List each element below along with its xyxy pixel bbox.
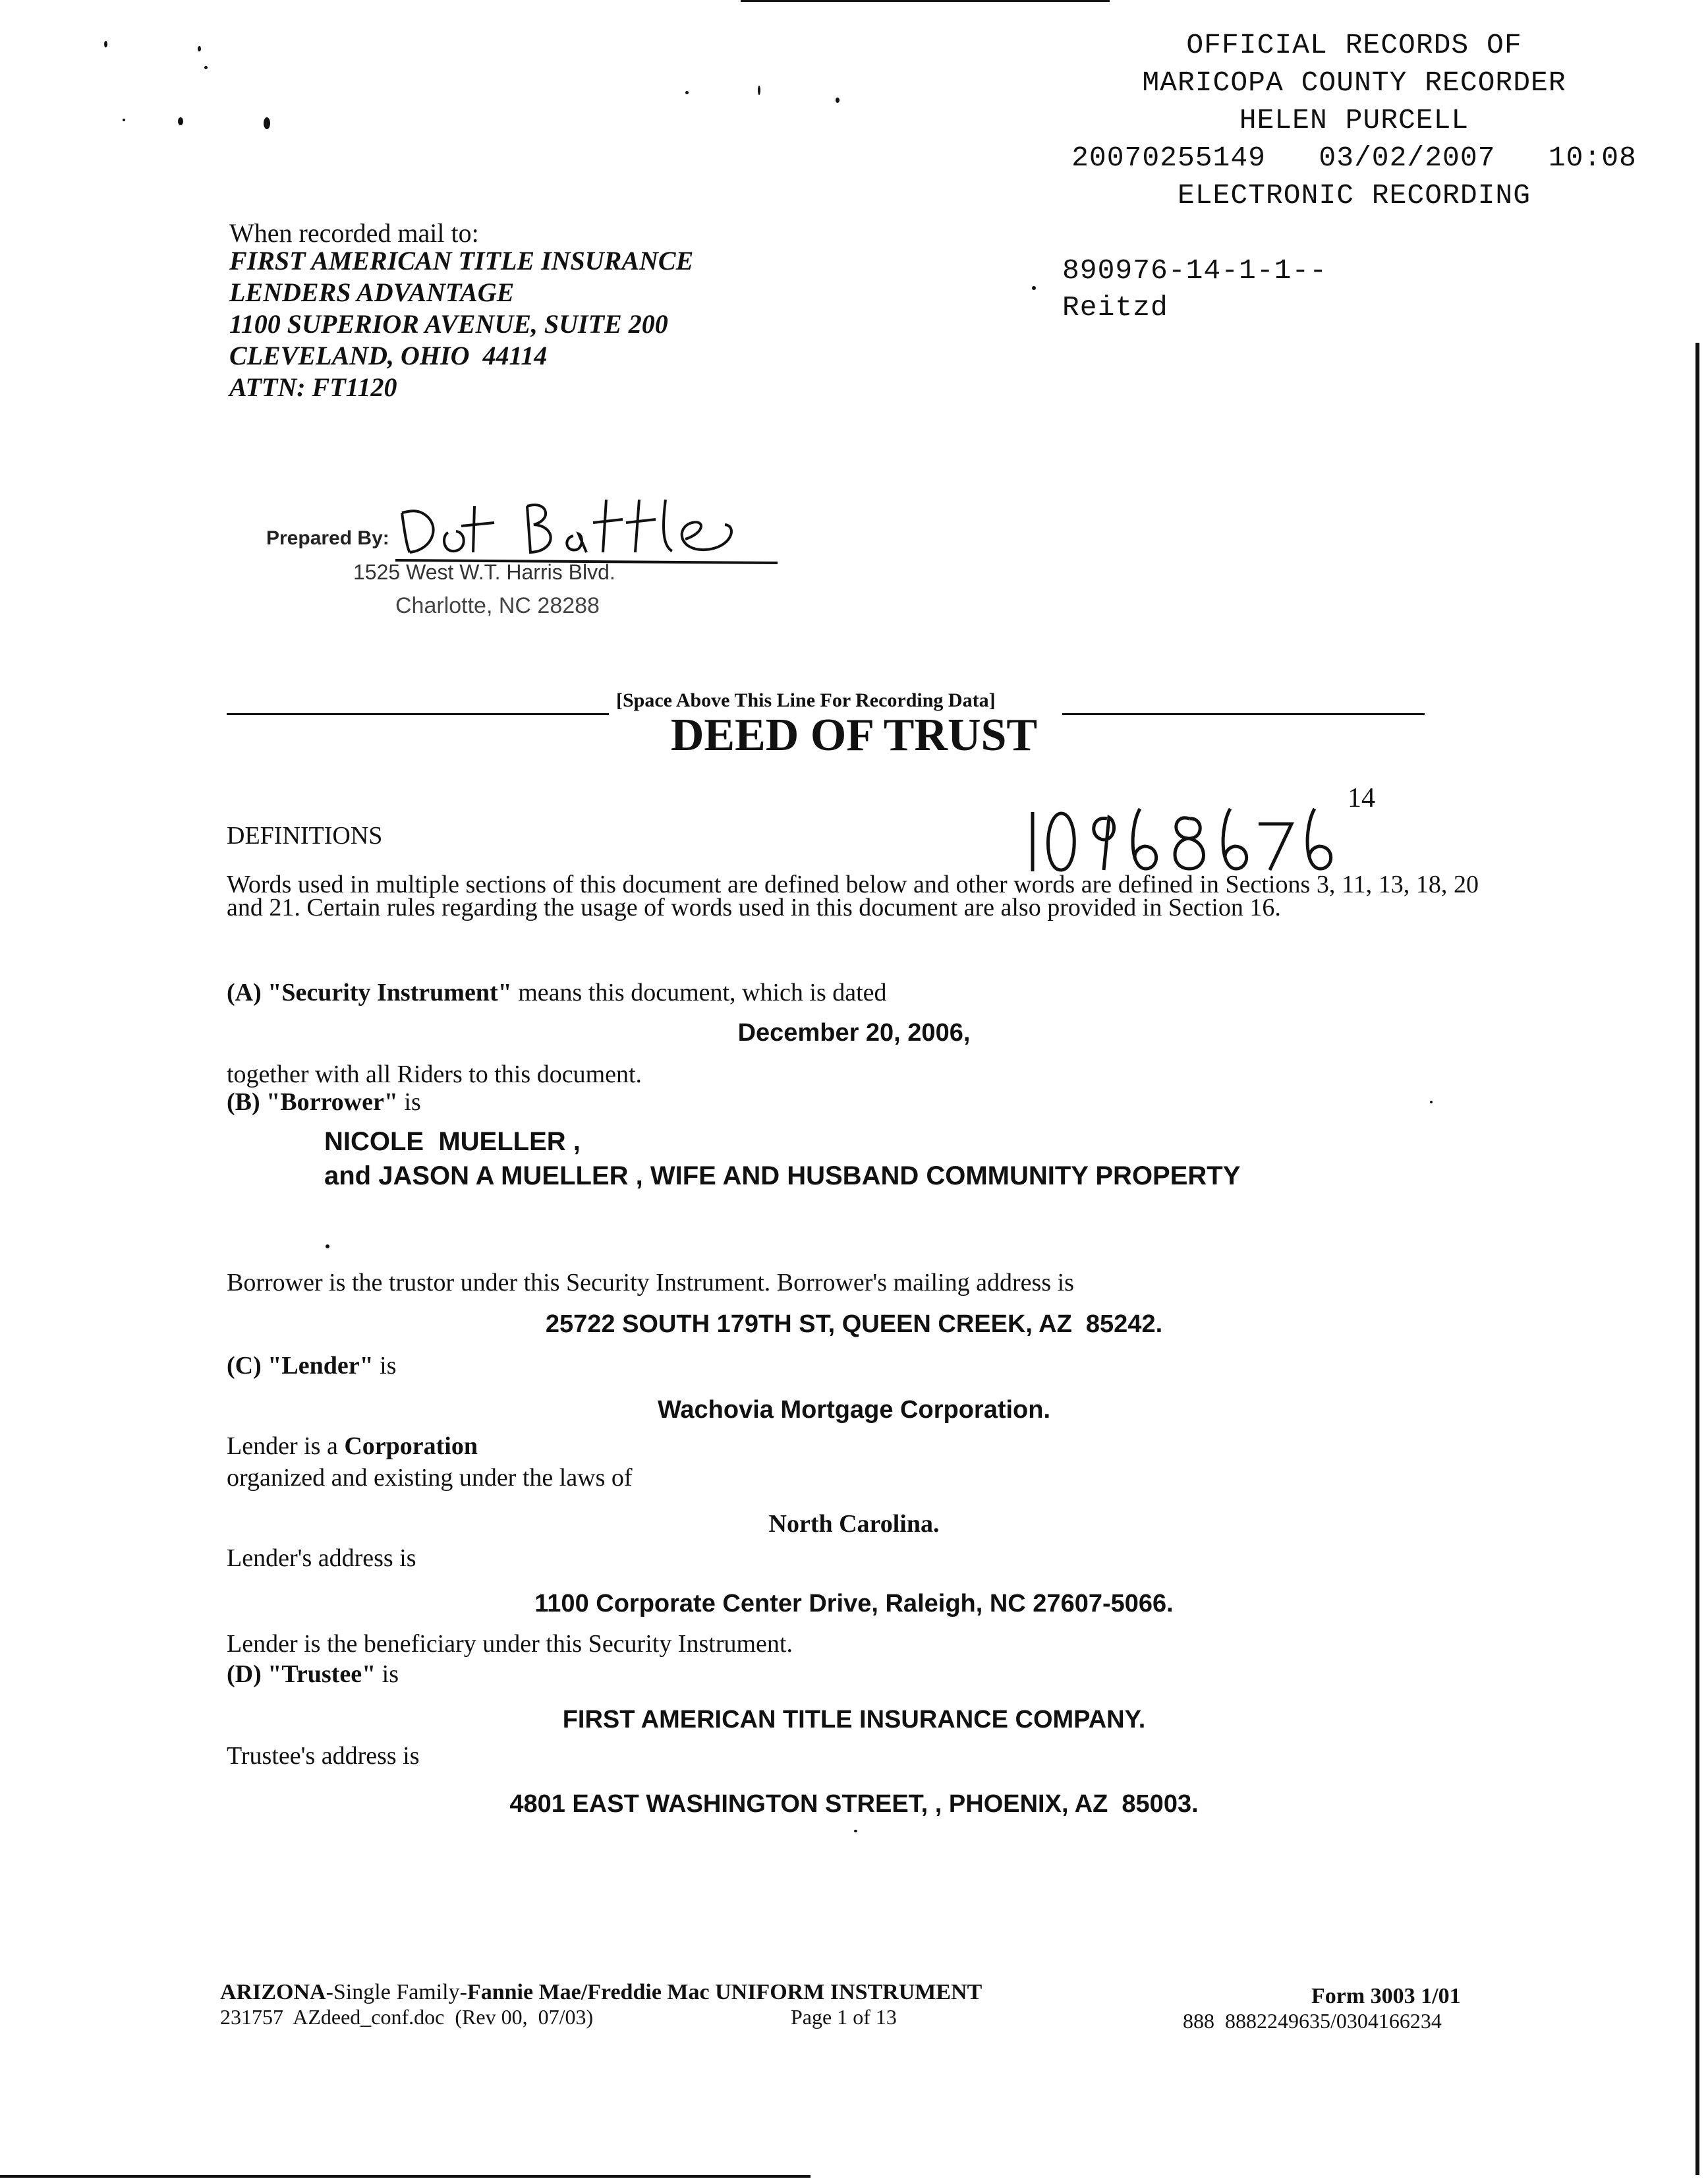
lender-address: 1100 Corporate Center Drive, Raleigh, NC 27607-5066. (534, 1590, 1174, 1617)
definition-d-term: "Trustee" (268, 1660, 376, 1688)
mailto-line: LENDERS ADVANTAGE (229, 277, 515, 307)
mailto-line: FIRST AMERICAN TITLE INSURANCE (229, 246, 694, 276)
lender-is-a-text: Lender is a (227, 1432, 345, 1460)
scan-speck (178, 117, 183, 125)
preparer-address-line2: Charlotte, NC 28288 (395, 593, 600, 618)
definition-c (227, 1351, 397, 1380)
definition-b-term: "Borrower" (266, 1088, 398, 1116)
recorder-line: ELECTRONIC RECORDING (1177, 179, 1531, 212)
definition-b-text: is (397, 1088, 421, 1116)
definition-b-letter: (B) (227, 1088, 260, 1116)
preparer-signature (395, 486, 778, 569)
handwritten-number-image (1025, 786, 1367, 878)
borrower-name-line1: NICOLE MUELLER , (324, 1127, 581, 1156)
recording-clerk: Reitzd (1062, 291, 1168, 324)
definition-a-term: "Security Instrument" (268, 979, 512, 1006)
scan-speck (854, 1830, 857, 1832)
definition-a-letter: (A) (227, 979, 262, 1006)
document-title: DEED OF TRUST (670, 710, 1038, 761)
recording-number-date-time: 20070255149 03/02/2007 10:08 (1071, 142, 1637, 174)
definition-d-letter: (D) (227, 1660, 262, 1688)
trustee-address-label: Trustee's address is (227, 1742, 420, 1770)
definition-c-text: is (373, 1352, 397, 1380)
definition-b (227, 1088, 421, 1117)
scan-speck (104, 41, 107, 47)
scan-speck (264, 117, 270, 129)
handwritten-superscript: 14 (1348, 783, 1375, 813)
recorder-stamp (1028, 26, 1680, 214)
scan-edge-bottom (0, 2175, 811, 2178)
mailto-address (229, 245, 693, 403)
recorder-line: OFFICIAL RECORDS OF (1186, 29, 1522, 61)
lender-address-label: Lender's address is (227, 1544, 416, 1572)
lender-beneficiary-text: Lender is the beneficiary under this Security Instrument. (227, 1630, 793, 1658)
lender-organized-text: organized and existing under the laws of (227, 1464, 633, 1492)
borrower-address: 25722 SOUTH 179TH ST, QUEEN CREEK, AZ 85242. (545, 1310, 1163, 1338)
form-number: Form 3003 1/01 (1311, 1984, 1461, 2008)
riders-text: together with all Riders to this document. (227, 1061, 642, 1088)
definitions-intro: Words used in multiple sections of this document are defined below and other words are defined in Sections 3, 11, 13, 18, 20 and 21. Certain rules regarding the usage of words used in this document are also provided in Section 16. (227, 871, 1479, 921)
definition-d (227, 1660, 399, 1689)
definition-a (227, 978, 887, 1007)
lender-type: Corporation (344, 1432, 478, 1460)
scan-speck (1695, 343, 1699, 2175)
scan-speck (685, 91, 689, 94)
lender-type-row (227, 1432, 478, 1461)
recording-note: [Space Above This Line For Recording Data] (616, 689, 996, 711)
definitions-heading: DEFINITIONS (227, 822, 383, 850)
scan-speck (758, 86, 760, 95)
footer-line1-mid: -Single Family- (326, 1980, 467, 2004)
preparer-address-line1: 1525 West W.T. Harris Blvd. (353, 560, 615, 584)
scan-speck (326, 1244, 329, 1248)
footer-instrument-line (220, 1980, 982, 2005)
signature-image (395, 486, 778, 566)
mailto-line: 1100 SUPERIOR AVENUE, SUITE 200 (229, 309, 668, 339)
scan-speck (836, 98, 840, 103)
lender-state: North Carolina. (768, 1510, 940, 1538)
footer-file-line: 231757 AZdeed_conf.doc (Rev 00, 07/03) (220, 2005, 594, 2029)
handwritten-loan-number (1025, 783, 1375, 881)
borrower-name-line2: and JASON A MUELLER , WIFE AND HUSBAND COMMUNITY PROPERTY (324, 1161, 1241, 1190)
scan-speck (123, 119, 125, 121)
security-instrument-date: December 20, 2006, (737, 1019, 971, 1047)
scan-speck (204, 66, 208, 69)
prepared-by-label: Prepared By: (266, 527, 389, 549)
file-number: 890976-14-1-1-- (1062, 254, 1328, 287)
mailto-line: ATTN: FT1120 (229, 372, 397, 402)
scan-edge-top (741, 0, 1110, 2)
loan-reference: 888 8882249635/0304166234 (1183, 2009, 1442, 2033)
definition-c-letter: (C) (227, 1352, 262, 1380)
recorder-line: MARICOPA COUNTY RECORDER (1142, 67, 1566, 99)
mailto-line: CLEVELAND, OHIO 44114 (229, 341, 548, 370)
scan-speck (1430, 1101, 1433, 1103)
borrower-trustor-text: Borrower is the trustor under this Security Instrument. Borrower's mailing address is (227, 1269, 1074, 1296)
definition-a-text: means this document, which is dated (511, 979, 887, 1006)
footer-state: ARIZONA (220, 1980, 326, 2004)
definition-d-text: is (376, 1660, 399, 1688)
trustee-address: 4801 EAST WASHINGTON STREET, , PHOENIX, AZ 85003. (509, 1790, 1199, 1818)
scan-speck (198, 46, 201, 51)
footer-line1-end: Fannie Mae/Freddie Mac UNIFORM INSTRUMENT (467, 1980, 982, 2004)
lender-name: Wachovia Mortgage Corporation. (657, 1396, 1051, 1424)
definition-c-term: "Lender" (268, 1352, 374, 1380)
recorder-line: HELEN PURCELL (1239, 104, 1469, 136)
trustee-name: FIRST AMERICAN TITLE INSURANCE COMPANY. (562, 1706, 1146, 1733)
scan-speck (1032, 286, 1036, 290)
mailto-label: When recorded mail to: (229, 218, 479, 248)
page-number: Page 1 of 13 (791, 2005, 897, 2029)
